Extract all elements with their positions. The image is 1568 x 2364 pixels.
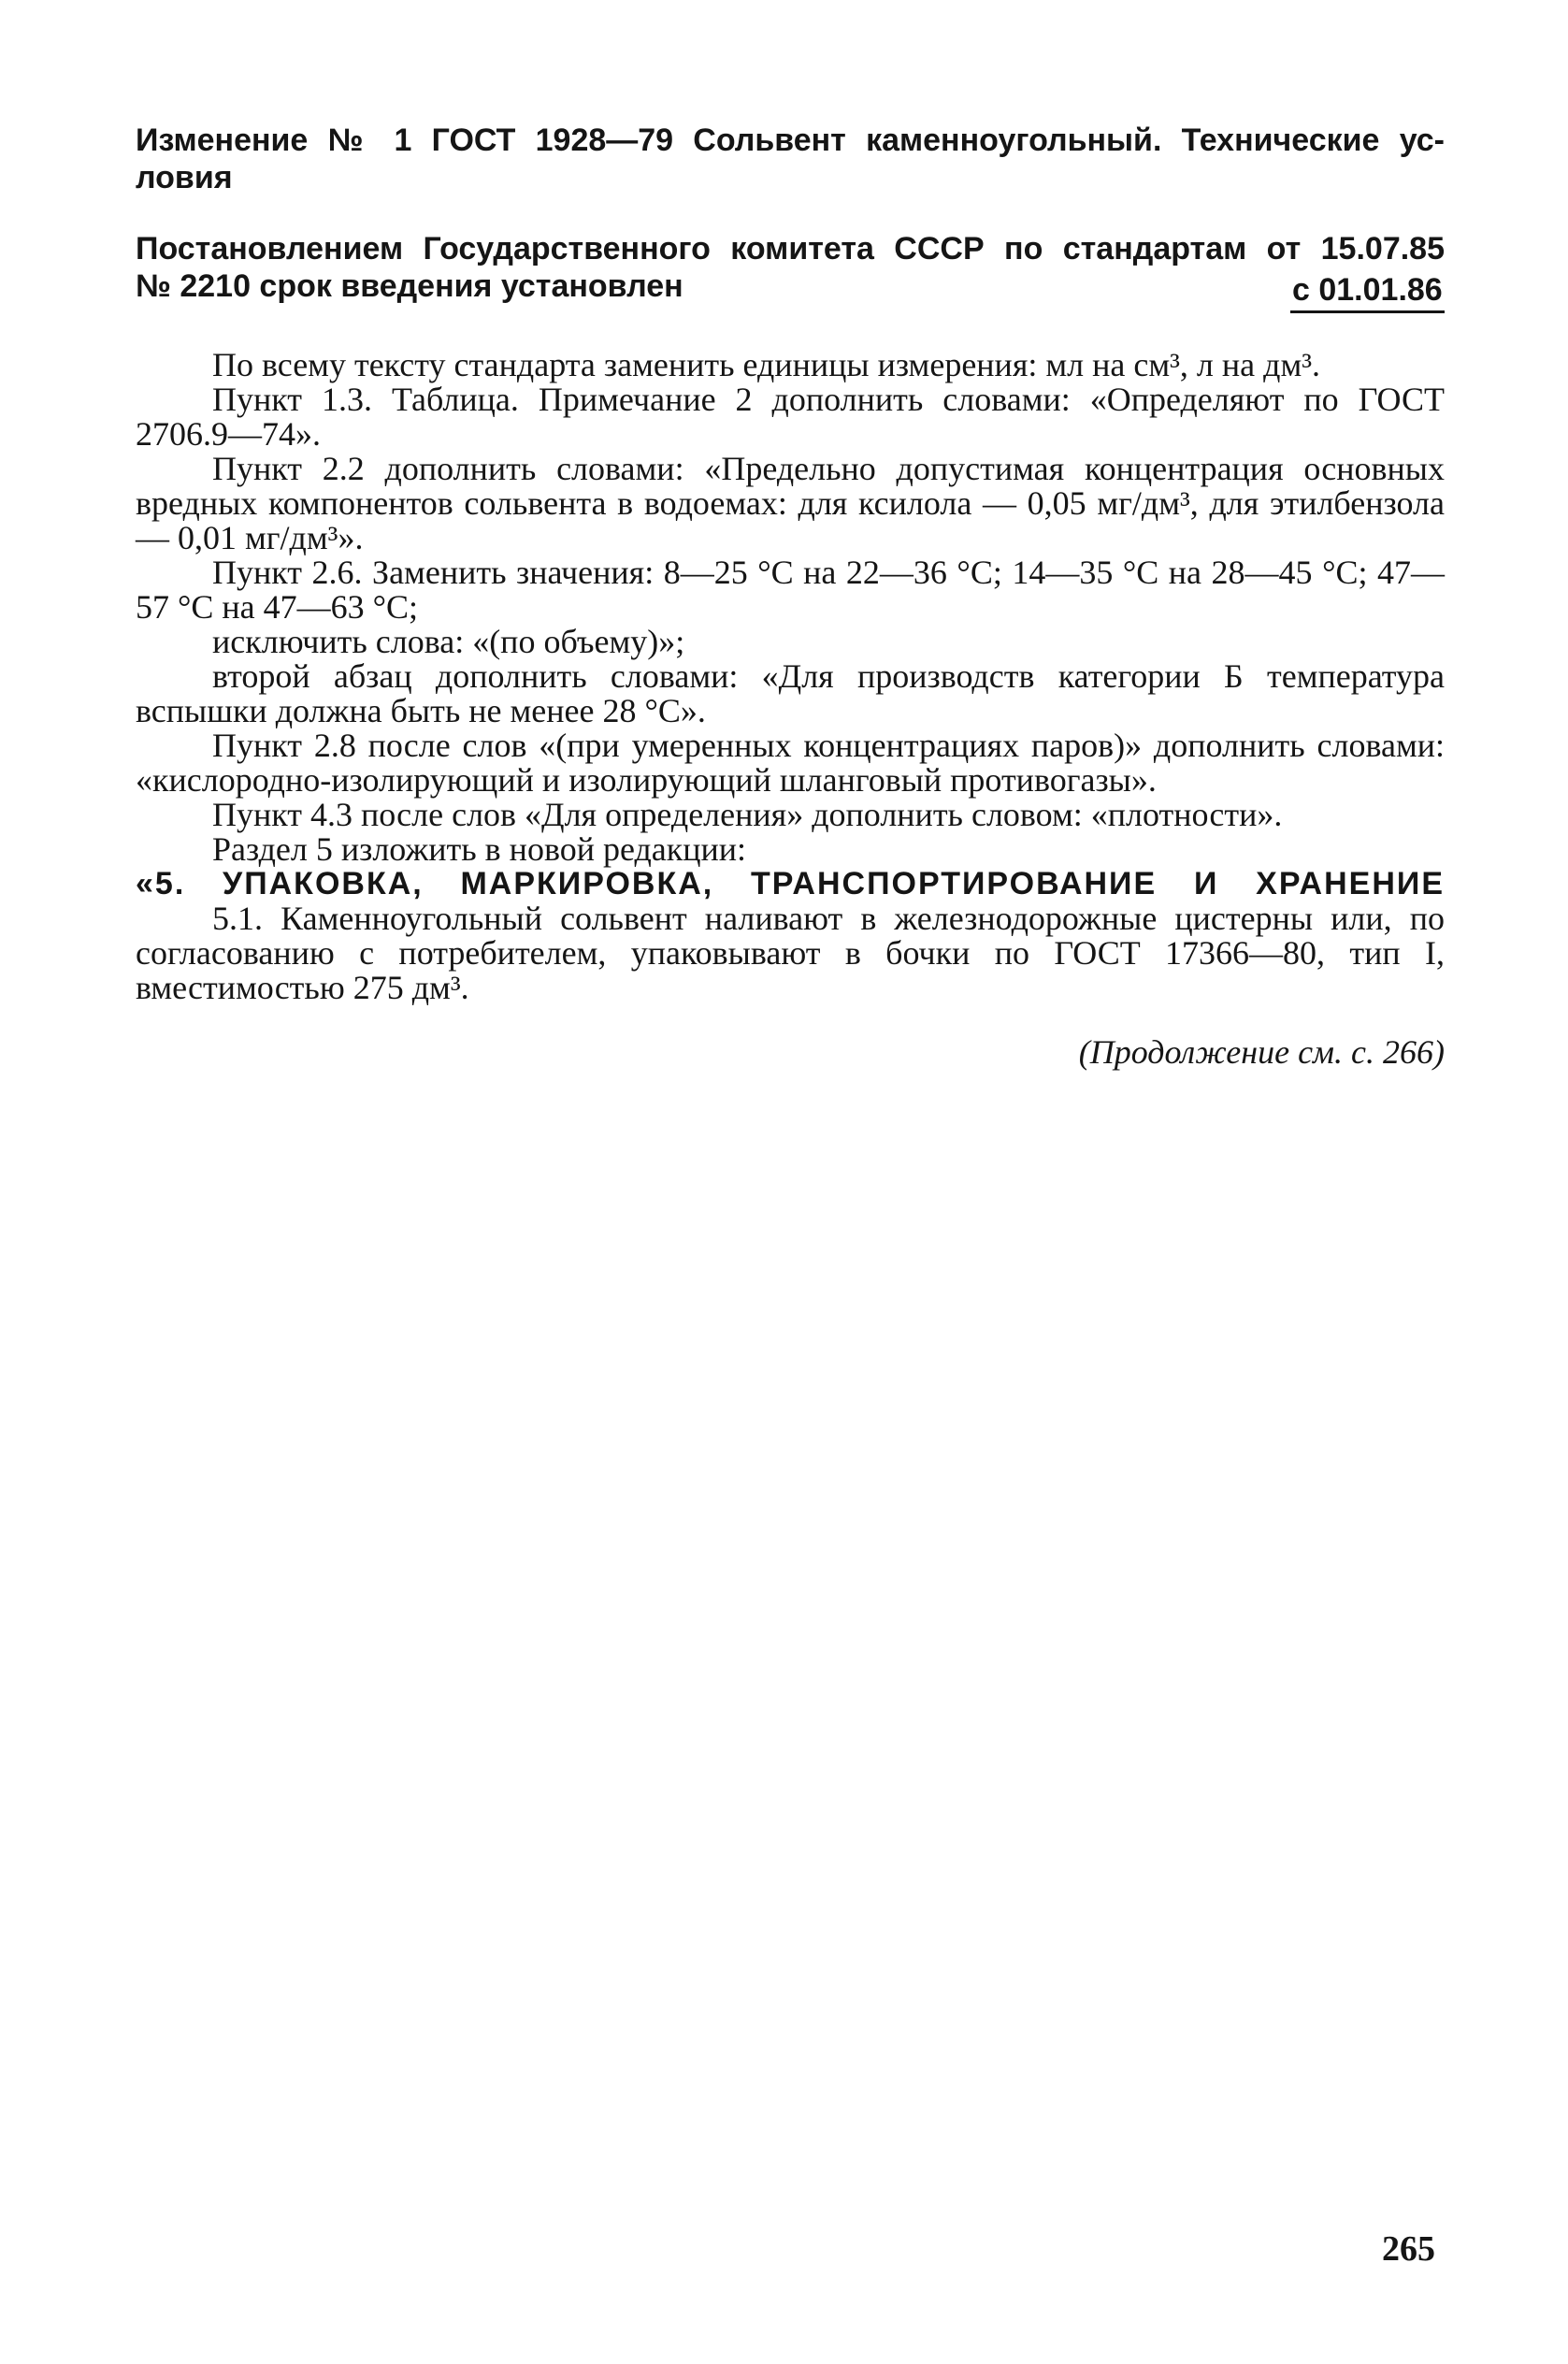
paragraph-2-6: Пункт 2.6. Заменить значения: 8—25 °С на 22—36 °С; 14—35 °С на 28—45 °С; 47—57 °С на 47—63 °С; xyxy=(136,554,1445,626)
paragraph-5-1: 5.1. Каменноугольный сольвент наливают в железнодорожные цистерны или, по согласованию с потребителем, упаковывают в бочки по ГОСТ 17366—80, тип I, вместимостью 275 дм³. xyxy=(136,900,1445,1006)
header-line-4: № 2210 срок введения установлен xyxy=(136,268,683,304)
paragraph-section-5: Раздел 5 изложить в новой редакции: xyxy=(212,830,747,868)
continuation-note: (Продолжение см. с. 266) xyxy=(1078,1033,1445,1071)
amendment-body xyxy=(136,348,1445,1005)
paragraph-4-3: Пункт 4.3 после слов «Для определения» дополнить словом: «плотности». xyxy=(212,796,1283,833)
header-line-2: ловия xyxy=(136,160,233,195)
paragraph-second-abzac: второй абзац дополнить словами: «Для производств категории Б температура вспышки должна быть не менее 28 °С». xyxy=(136,657,1445,729)
paragraph-2-8: Пункт 2.8 после слов «(при умеренных концентрациях паров)» дополнить словами: «кислородно-изолирующий и изолирующий шланговый противогазы». xyxy=(136,727,1445,799)
paragraph-exclude: исключить слова: «(по объему)»; xyxy=(212,623,685,660)
header-line-1: Изменение № 1 ГОСТ 1928—79 Сольвент каменноугольный. Технические ус- xyxy=(136,123,1445,158)
section-5-title: «5. УПАКОВКА, МАРКИРОВКА, ТРАНСПОРТИРОВАНИЕ И ХРАНЕНИЕ xyxy=(136,866,1445,901)
header-line-3: Постановлением Государственного комитета СССР по стандартам от 15.07.85 xyxy=(136,231,1445,267)
paragraph-1-3: Пункт 1.3. Таблица. Примечание 2 дополнить словами: «Определяют по ГОСТ 2706.9—74». xyxy=(136,381,1445,453)
paragraph-units: По всему тексту стандарта заменить единицы измерения: мл на см³, л на дм³. xyxy=(212,346,1321,383)
effective-date: с 01.01.86 xyxy=(1290,271,1445,313)
paragraph-2-2: Пункт 2.2 дополнить словами: «Предельно допустимая концентрация основных вредных компонентов сольвента в водоемах: для ксилола — 0,05 мг/дм³, для этилбензола — 0,01 мг/дм³». xyxy=(136,450,1445,556)
amendment-header xyxy=(136,122,1445,305)
page-number: 265 xyxy=(1382,2229,1435,2269)
